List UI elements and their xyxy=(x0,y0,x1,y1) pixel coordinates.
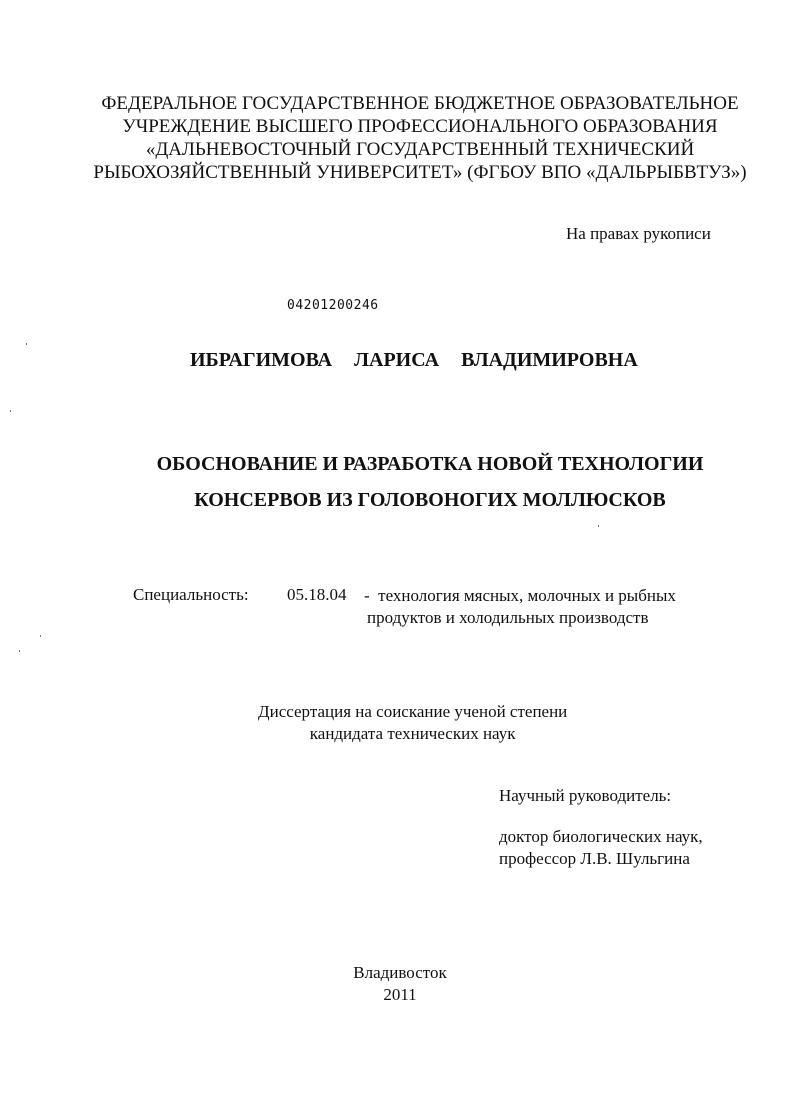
degree-line: Диссертация на соискание ученой степени xyxy=(258,702,568,721)
specialty-code: 05.18.04 xyxy=(287,585,347,604)
rights-note: На правах рукописи xyxy=(566,224,711,243)
supervisor-line: профессор Л.В. Шульгина xyxy=(499,849,690,868)
title-line: ОБОСНОВАНИЕ И РАЗРАБОТКА НОВОЙ ТЕХНОЛОГИИ xyxy=(156,453,704,475)
supervisor-label: Научный руководитель: xyxy=(499,786,672,805)
scan-speck xyxy=(26,343,27,345)
year: 2011 xyxy=(383,985,417,1004)
degree-line: кандидата технических наук xyxy=(309,724,516,743)
title-line: КОНСЕРВОВ ИЗ ГОЛОВОНОГИХ МОЛЛЮСКОВ xyxy=(194,489,666,511)
specialty-line: - технология мясных, молочных и рыбных xyxy=(364,586,676,605)
institution-line: УЧРЕЖДЕНИЕ ВЫСШЕГО ПРОФЕССИОНАЛЬНОГО ОБРАЗОВАНИЯ xyxy=(122,116,718,137)
place-and-year xyxy=(0,962,794,1006)
scan-speck xyxy=(40,635,41,637)
scan-speck xyxy=(10,410,11,412)
institution-line: «ДАЛЬНЕВОСТОЧНЫЙ ГОСУДАРСТВЕННЫЙ ТЕХНИЧЕСКИЙ xyxy=(145,139,695,160)
scan-speck xyxy=(598,525,599,527)
stamp-code: 04201200246 xyxy=(287,298,379,313)
scan-speck xyxy=(19,650,20,652)
institution-header xyxy=(0,92,794,184)
specialty-line: продуктов и холодильных производств xyxy=(367,608,649,627)
place: Владивосток xyxy=(353,963,447,982)
degree-statement xyxy=(258,701,567,745)
institution-line: РЫБОХОЗЯЙСТВЕННЫЙ УНИВЕРСИТЕТ» (ФГБОУ ВПО «ДАЛЬРЫБВТУЗ») xyxy=(93,162,747,183)
specialty-description xyxy=(364,585,676,629)
author-name: ИБРАГИМОВА ЛАРИСА ВЛАДИМИРОВНА xyxy=(190,349,638,371)
dissertation-title xyxy=(0,446,794,518)
institution-line: ФЕДЕРАЛЬНОЕ ГОСУДАРСТВЕННОЕ БЮДЖЕТНОЕ ОБРАЗОВАТЕЛЬНОЕ xyxy=(101,93,739,114)
supervisor-line: доктор биологических наук, xyxy=(499,827,703,846)
specialty-label: Специальность: xyxy=(133,585,249,604)
supervisor-info xyxy=(499,826,703,870)
